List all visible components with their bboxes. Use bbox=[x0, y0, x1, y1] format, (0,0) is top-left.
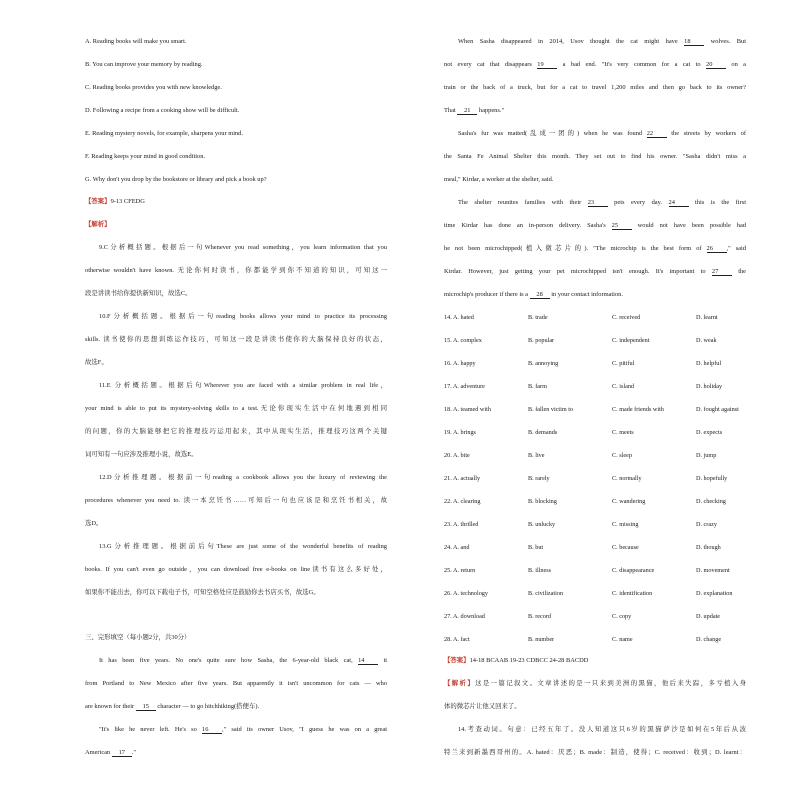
choice-option: B. blocking bbox=[528, 498, 557, 505]
blank-22: 22 bbox=[647, 130, 667, 138]
para13-line: 13.G分析推理题。根据前后句These are just some of the wonderful benefits of reading bbox=[99, 543, 387, 550]
choice-option: B. illness bbox=[528, 567, 552, 574]
option-f: F. Reading keeps your mind in good condition. bbox=[85, 153, 206, 160]
para10-line: 故选F。 bbox=[85, 359, 108, 366]
choice-option: 17. A. adventure bbox=[444, 383, 485, 390]
analysis-label: 【解析】 bbox=[85, 221, 111, 228]
passage-line: microchip's producer if there is a 28 in your contact information. bbox=[444, 291, 623, 298]
answer-line bbox=[85, 198, 145, 206]
choice-option: B. number bbox=[528, 636, 555, 643]
passage-line: It has been five years. No one's quite sure how Sasha, the 6-year-old black cat, 14 it bbox=[99, 657, 387, 664]
choice-option: 18. A. teamed with bbox=[444, 406, 491, 413]
choice-option: C. independent bbox=[612, 337, 650, 344]
choice-option: B. annoying bbox=[528, 360, 559, 367]
passage-line: Kirdar. However, just getting your pet microchipped isn't enough. It's important to 27 the bbox=[444, 268, 746, 275]
choice-option: 23. A. thrilled bbox=[444, 521, 479, 528]
blank-17: 17 bbox=[112, 749, 132, 757]
analysis-label: 【解析】 bbox=[444, 680, 476, 687]
para9-line: otherwise wouldn't have known. 无论你何时读书，你都能学到你不知道的知识，可知这一 bbox=[85, 267, 387, 274]
choice-option: 14. A. hated bbox=[444, 314, 474, 321]
choice-option: 25. A. return bbox=[444, 567, 476, 574]
blank-26: 26 bbox=[707, 245, 727, 253]
blank-24: 24 bbox=[669, 199, 689, 207]
analysis-line: 体的微芯片让他又回来了。 bbox=[444, 703, 521, 710]
choice-option: 27. A. download bbox=[444, 613, 485, 620]
para11-line: 11.E 分析概括题。根据后句Wherever you are faced with a similar problem in real life， bbox=[99, 382, 387, 389]
choice-option: C. meets bbox=[612, 429, 634, 436]
choice-option: B. fallen victim to bbox=[528, 406, 574, 413]
blank-27: 27 bbox=[712, 268, 732, 276]
option-g: G. Why don't you drop by the bookstore or library and pick a book up? bbox=[85, 176, 267, 183]
choice-option: D. expects bbox=[696, 429, 723, 436]
option-a: A. Reading books will make you smart. bbox=[85, 38, 187, 45]
choice-option: B. civilization bbox=[528, 590, 564, 597]
choice-option: 28. A. fact bbox=[444, 636, 470, 643]
choice-option: C. received bbox=[612, 314, 641, 321]
para13-line: books. If you can't even go outside，you can download free e-books on line读书有这么多好处， bbox=[85, 566, 387, 573]
choice-option: B. but bbox=[528, 544, 544, 551]
para13-line: 如果你不能出去，你可以下载电子书，可知空格处应是鼓励你去书店买书，故选G。 bbox=[85, 589, 320, 596]
choice-option: D. helpful bbox=[696, 360, 722, 367]
choice-option: D. explanation bbox=[696, 590, 733, 597]
blank-21: 21 bbox=[457, 107, 477, 115]
para11-line: your mind is able to put its mystery-solving skills to a test.无论你现实生活中在何地遇到相同 bbox=[85, 405, 387, 412]
choice-option: C. normally bbox=[612, 475, 642, 482]
choice-option: 21. A. actually bbox=[444, 475, 481, 482]
choice-option: C. island bbox=[612, 383, 635, 390]
passage-line: the Santa Fe Animal Shelter this month. They set out to find his owner. "Sasha didn't miss a bbox=[444, 153, 746, 160]
choice-option: C. identification bbox=[612, 590, 653, 597]
choice-option: B. live bbox=[528, 452, 545, 459]
answer-label: 【答案】 bbox=[444, 657, 470, 664]
blank-15: 15 bbox=[136, 703, 156, 711]
passage-line: train or the back of a truck, but for a cat to travel 1,200 miles and then go back to its owner? bbox=[444, 84, 746, 91]
blank-25: 25 bbox=[612, 222, 632, 230]
blank-28: 28 bbox=[530, 291, 550, 299]
choice-option: 20. A. bite bbox=[444, 452, 470, 459]
choice-option: 26. A. technology bbox=[444, 590, 488, 597]
passage-line: meal," Kirdar, a worker at the shelter, said. bbox=[444, 176, 554, 183]
passage-line: he not been microchipped(植入微芯片的). "The microchip is the best form of 26 ," said bbox=[444, 245, 746, 252]
choice-option: D. crazy bbox=[696, 521, 717, 528]
passage-line: That 21 happens." bbox=[444, 107, 505, 114]
passage-line: Sasha's fur was matted(乱成一团的) when he was found 22 the streets by workers of bbox=[458, 130, 747, 137]
choice-option: D. movement bbox=[696, 567, 730, 574]
para11-line: 的问题，你的大脑能够把它的推理技巧运用起来，其中从现实生活，推理技巧这两个关键 bbox=[85, 428, 387, 435]
passage-line: When Sasha disappeared in 2014, Usov thought the cat might have 18 wolves. But bbox=[458, 38, 746, 45]
choice-option: B. trade bbox=[528, 314, 548, 321]
passage-line: American 17 ." bbox=[85, 749, 137, 756]
choice-option: 15. A. complex bbox=[444, 337, 482, 344]
passage-line: not every cat that disappears 19 a bad end. "It's very common for a cat to 20 on a bbox=[444, 61, 746, 68]
choice-option: C. copy bbox=[612, 613, 632, 620]
option-b: B. You can improve your memory by reading. bbox=[85, 61, 203, 68]
para12-line: 选D。 bbox=[85, 520, 103, 527]
passage-line: are known for their 15 character — to go hitchhiking(搭便车). bbox=[85, 703, 260, 710]
option-e: E. Reading mystery novels, for example, sharpens your mind. bbox=[85, 130, 243, 137]
para9-line: 段是讲读书给你提供新知识，故选C。 bbox=[85, 290, 192, 297]
choice-option: B. farm bbox=[528, 383, 547, 390]
choice-option: C. because bbox=[612, 544, 639, 551]
blank-20: 20 bbox=[706, 61, 726, 69]
answer-label: 【答案】 bbox=[85, 198, 111, 205]
para12-line: 12.D分析推理题。根据前一句reading a cookbook allows you the luxury of reviewing the bbox=[99, 474, 387, 481]
choice-option: C. wandering bbox=[612, 498, 646, 505]
answer-line bbox=[444, 657, 588, 665]
para10-line: 10.F分析概括题。根据后一句reading books allows your mind to practice its processing bbox=[99, 313, 387, 320]
choice-option: B. demands bbox=[528, 429, 558, 436]
blank-14: 14 bbox=[358, 657, 378, 665]
choice-option: C. disappearance bbox=[612, 567, 655, 574]
choice-option: C. name bbox=[612, 636, 633, 643]
choice-option: D. update bbox=[696, 613, 721, 620]
choice-option: D. holiday bbox=[696, 383, 723, 390]
choice-option: B. rarely bbox=[528, 475, 550, 482]
choice-option: D. learnt bbox=[696, 314, 718, 321]
analysis-line: 14.考查动词。句意：已经五年了。没人知道这只6岁的黑猫萨沙是如何在5年后从波 bbox=[458, 726, 746, 733]
choice-option: C. sleep bbox=[612, 452, 632, 459]
blank-18: 18 bbox=[684, 38, 704, 46]
blank-19: 19 bbox=[537, 61, 557, 69]
choice-option: C. made friends with bbox=[612, 406, 664, 413]
para10-line: skills. 读书使你的思想训练运作技巧，可知这一段是讲读书使你的大脑保持良好的状态， bbox=[85, 336, 387, 343]
choice-option: D. though bbox=[696, 544, 721, 551]
choice-option: D. checking bbox=[696, 498, 726, 505]
choice-option: C. pitiful bbox=[612, 360, 635, 367]
choice-option: 19. A. brings bbox=[444, 429, 476, 436]
passage-line: The shelter reunites families with their 23 pets every day. 24 this is the first bbox=[458, 199, 746, 206]
choice-option: D. weak bbox=[696, 337, 717, 344]
analysis-line: 特兰来到新墨西哥州的。A. hated：厌恶；B. made：制造，使得；C. received：收到；D. learnt： bbox=[444, 749, 746, 756]
section-title: 三、完形填空（每小题2分，共30分） bbox=[85, 634, 191, 641]
answer-value: 9-13 CFEDG bbox=[110, 198, 145, 205]
choice-option: D. hopefully bbox=[696, 475, 728, 482]
choice-option: 22. A. clearing bbox=[444, 498, 481, 505]
choice-option: B. record bbox=[528, 613, 552, 620]
analysis-line: 【解析】这是一篇记叙文。文章讲述的是一只来到美洲的黑猫，他后来失踪，多亏植入身 bbox=[444, 680, 747, 687]
choice-option: 24. A. and bbox=[444, 544, 470, 551]
para12-line: procedures whenever you need to. 读一本烹饪书……可知后一句也应该是和烹饪书相关，故 bbox=[85, 497, 387, 504]
choice-option: D. fought against bbox=[696, 406, 739, 413]
passage-line: time Kirdar has done an in-person delivery. Sasha's 25 would not have been possible had bbox=[444, 222, 746, 229]
choice-option: C. missing bbox=[612, 521, 639, 528]
answer-value: 14-18 BCAAB 19-23 CDBCC 24-28 BACDD bbox=[469, 657, 589, 664]
blank-23: 23 bbox=[588, 199, 608, 207]
option-c: C. Reading books provides you with new knowledge. bbox=[85, 84, 222, 91]
option-d: D. Following a recipe from a cooking show will be difficult. bbox=[85, 107, 240, 114]
choice-option: 16. A. happy bbox=[444, 360, 476, 367]
choice-option: D. change bbox=[696, 636, 722, 643]
passage-line: "It's like he never left. He's so 16 ," said its owner Usov, "I guess he was on a great bbox=[99, 726, 387, 733]
para9-line: 9.C分析概括题。根据后一句Whenever you read something，you learn information that you bbox=[99, 244, 387, 251]
para11-line: 词可知有一句应涉及推理小说，故选E。 bbox=[85, 451, 198, 458]
choice-option: D. jump bbox=[696, 452, 717, 459]
passage-line: from Portland to New Mexico after five years. But apparently it isn't uncommon for cats — who bbox=[85, 680, 387, 687]
choice-option: B. popular bbox=[528, 337, 555, 344]
choice-option: B. unlucky bbox=[528, 521, 556, 528]
blank-16: 16 bbox=[202, 726, 222, 734]
